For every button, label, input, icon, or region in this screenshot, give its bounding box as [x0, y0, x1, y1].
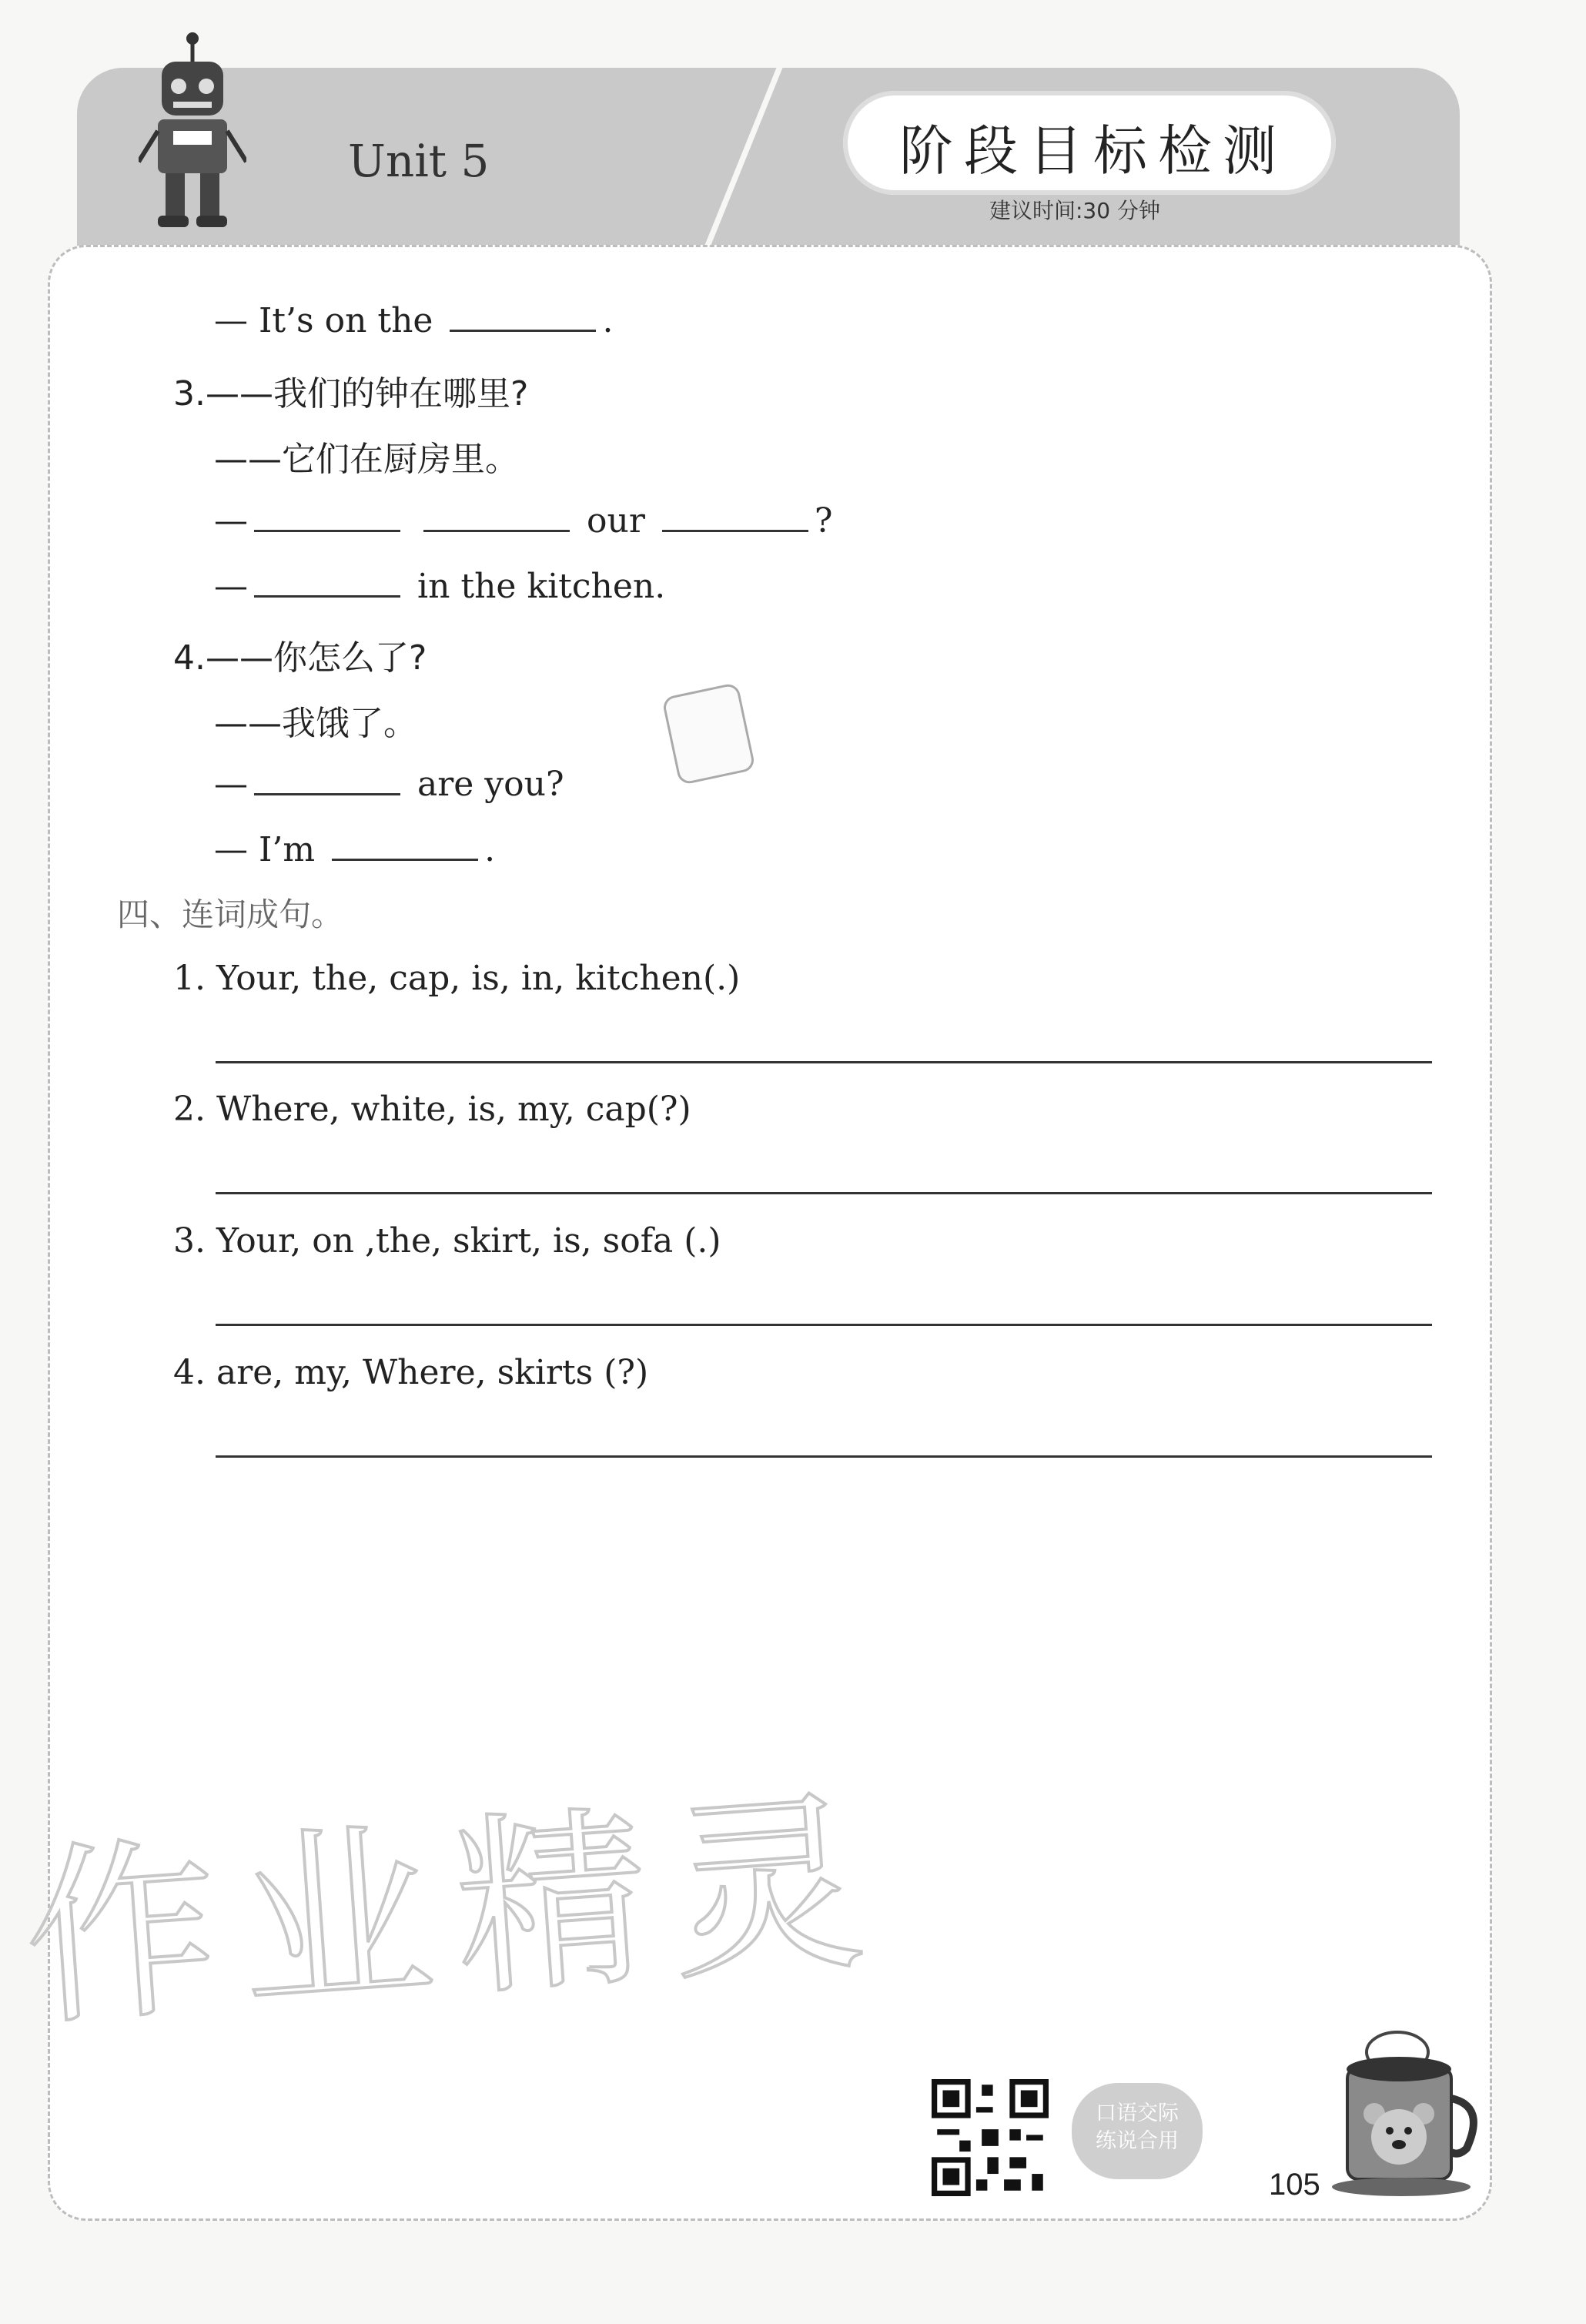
q4-chinese-answer: ——我饿了。	[214, 704, 417, 743]
part4-title: 四、连词成句。	[117, 896, 344, 933]
q4-chinese-question	[173, 630, 427, 679]
dash: —	[214, 501, 248, 541]
part4-item-1: 1. Your, the, cap, is, in, kitchen(.)	[173, 959, 741, 998]
q4-english-question	[214, 762, 564, 804]
q3-cn-q-text: ——我们的钟在哪里?	[205, 374, 529, 414]
q2-answer-text: — It’s on the	[214, 301, 433, 340]
q3-english-answer	[214, 564, 665, 606]
part4-item-3: 3. Your, on ,the, skirt, is, sofa (.)	[173, 1221, 721, 1261]
answer-line-2[interactable]	[216, 1192, 1432, 1194]
q3-english-question	[214, 499, 832, 541]
suggested-time: 建议时间:30 分钟	[989, 198, 1160, 223]
answer-line-1[interactable]	[216, 1061, 1432, 1063]
answer-blank[interactable]	[254, 499, 400, 532]
answer-blank[interactable]	[450, 299, 596, 332]
part4-item-4: 4. are, my, Where, skirts (?)	[173, 1353, 649, 1392]
q4-answer-text: — I’m	[214, 830, 316, 869]
dash: —	[214, 765, 248, 804]
watermark-text: 作业精灵	[17, 1769, 894, 2053]
section-heading: 阶段目标检测	[899, 119, 1287, 183]
qr-code-icon[interactable]	[932, 2079, 1049, 2196]
q4-english-answer: — I’m .	[214, 828, 495, 869]
q4-question-text: are you?	[417, 765, 564, 804]
answer-blank[interactable]	[662, 499, 808, 532]
q4-number: 4.	[173, 638, 206, 678]
robot-icon	[139, 31, 246, 231]
answer-blank[interactable]	[423, 499, 570, 532]
part4-item-2: 2. Where, white, is, my, cap(?)	[173, 1090, 691, 1129]
q3-word: our	[587, 501, 645, 541]
q3-number: 3.	[173, 374, 206, 414]
question-mark: ?	[814, 501, 833, 541]
answer-blank[interactable]	[254, 564, 400, 598]
bear-mug-icon	[1328, 2021, 1490, 2198]
page-number: 105	[1269, 2168, 1320, 2202]
speech-bubble-badge	[1072, 2083, 1203, 2179]
q3-chinese-question	[173, 366, 528, 415]
unit-title: Unit 5	[348, 135, 490, 187]
bubble-line-1: 口语交际	[1096, 2101, 1179, 2125]
bubble-line-2: 练说合用	[1096, 2129, 1179, 2153]
answer-line-4[interactable]	[216, 1455, 1432, 1458]
answer-blank[interactable]	[332, 828, 478, 861]
q3-chinese-answer: ——它们在厨房里。	[214, 440, 519, 479]
answer-blank[interactable]	[254, 762, 400, 795]
q4-cn-q-text: ——你怎么了?	[205, 638, 427, 678]
q2-answer-line: — It’s on the .	[214, 299, 613, 340]
answer-line-3[interactable]	[216, 1324, 1432, 1326]
q3-answer-text: in the kitchen.	[417, 567, 666, 606]
dash: —	[214, 567, 248, 606]
